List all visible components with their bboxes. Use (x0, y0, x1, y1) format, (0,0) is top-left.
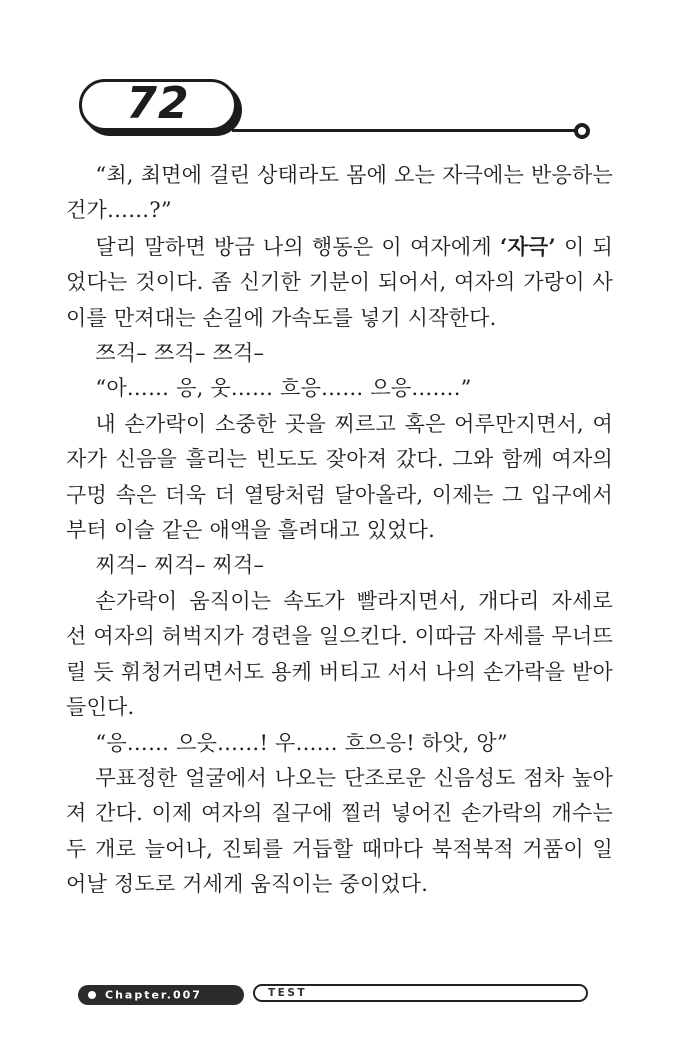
chapter-badge (78, 985, 244, 1005)
paragraph: 달리 말하면 방금 나의 행동은 이 여자에게 ‘자극’ 이 되었다는 것이다. 좀 신기한 기분이 되어서, 여자의 가랑이 사이를 만져대는 손길에 가속도를 넣기 시작한다. (66, 233, 613, 330)
page-number-badge (79, 79, 237, 131)
paragraph: “아…… 응, 웃…… 흐응…… 으응…….” (95, 376, 472, 401)
footer-title-label: TEST (268, 986, 308, 999)
chapter-label: Chapter.007 (105, 988, 202, 1001)
page-number: 72 (126, 78, 190, 129)
paragraph: 손가락이 움직이는 속도가 빨라지면서, 개다리 자세로 선 여자의 허벅지가 경련을 일으킨다. 이따금 자세를 무너뜨릴 듯 휘청거리면서도 용케 버티고 서서 나의 손가락을 받아들인다. (66, 588, 613, 720)
body-text (66, 158, 613, 903)
header-rule (232, 129, 577, 132)
paragraph: 찌걱– 찌걱– 찌걱– (95, 553, 265, 578)
footer-title-badge (253, 984, 588, 1002)
paragraph: “최, 최면에 걸린 상태라도 몸에 오는 자극에는 반응하는 건가……?” (66, 163, 613, 223)
paragraph: “응…… 으읏……! 우…… 흐으응! 하앗, 앙” (95, 730, 508, 755)
paragraph: 쯔걱– 쯔걱– 쯔걱– (95, 341, 265, 366)
paragraph: 내 손가락이 소중한 곳을 찌르고 혹은 어루만지면서, 여자가 신음을 흘리는 빈도도 잦아져 갔다. 그와 함께 여자의 구멍 속은 더욱 더 열탕처럼 달아올라, 이제는 그 입구에서부터 이슬 같은 애액을 흘려대고 있었다. (66, 411, 613, 543)
bullet-dot-icon (88, 991, 96, 999)
paragraph: 무표정한 얼굴에서 나오는 단조로운 신음성도 점차 높아져 간다. 이제 여자의 질구에 찔러 넣어진 손가락의 개수는 두 개로 늘어나, 진퇴를 거듭할 때마다 북적북적 거품이 일어날 정도로 거세게 움직이는 중이었다. (66, 765, 613, 897)
header-rule-end-ring-icon (574, 123, 590, 139)
